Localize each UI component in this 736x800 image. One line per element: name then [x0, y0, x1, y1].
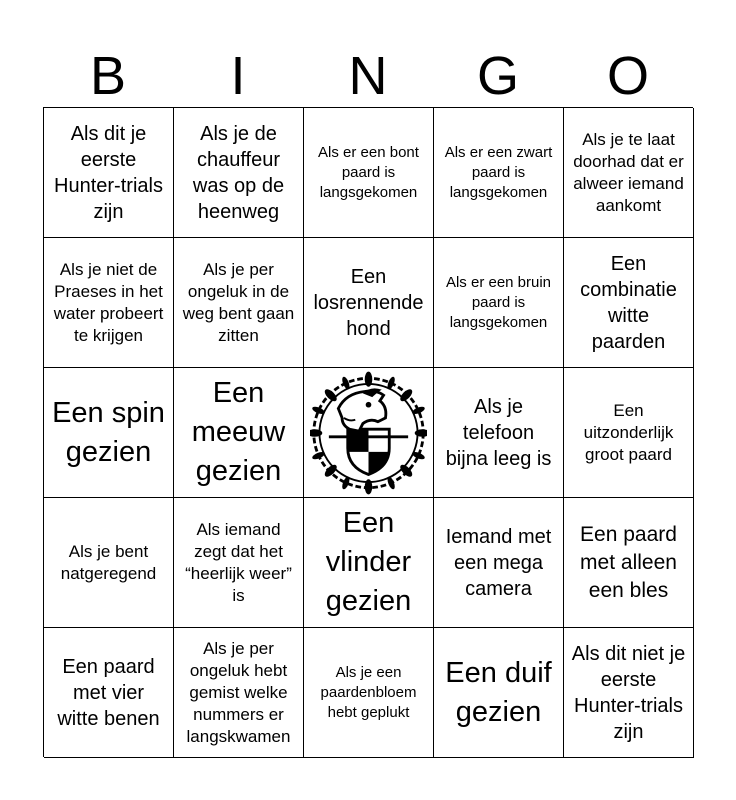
bingo-cell[interactable]: Als je een paardenbloem hebt geplukt: [304, 628, 434, 758]
bingo-cell[interactable]: Als je niet de Praeses in het water probeert te krijgen: [44, 238, 174, 368]
horse-head-wreath-icon: [310, 371, 427, 495]
bingo-cell[interactable]: Een paard met vier witte benen: [44, 628, 174, 758]
header-letter-b: B: [89, 46, 127, 106]
bingo-cell[interactable]: Als dit niet je eerste Hunter-trials zijn: [564, 628, 694, 758]
bingo-cell[interactable]: Als er een bruin paard is langsgekomen: [434, 238, 564, 368]
header-letter-i: I: [230, 46, 246, 106]
bingo-cell[interactable]: Als je per ongeluk hebt gemist welke nummers er langskwamen: [174, 628, 304, 758]
bingo-cell[interactable]: Als je de chauffeur was op de heenweg: [174, 108, 304, 238]
bingo-cell[interactable]: Als er een bont paard is langsgekomen: [304, 108, 434, 238]
bingo-cell[interactable]: Een combinatie witte paarden: [564, 238, 694, 368]
header-letter-n: N: [348, 46, 388, 106]
bingo-cell[interactable]: Als er een zwart paard is langsgekomen: [434, 108, 564, 238]
bingo-cell[interactable]: Iemand met een mega camera: [434, 498, 564, 628]
bingo-cell[interactable]: Als je per ongeluk in de weg bent gaan zitten: [174, 238, 304, 368]
bingo-cell[interactable]: Een meeuw gezien: [174, 368, 304, 498]
header-letter-g: G: [476, 46, 519, 106]
bingo-cell[interactable]: Een uitzonderlijk groot paard: [564, 368, 694, 498]
bingo-cell[interactable]: Een losrennende hond: [304, 238, 434, 368]
bingo-cell[interactable]: Als je te laat doorhad dat er alweer iemand aankomt: [564, 108, 694, 238]
bingo-cell[interactable]: Als iemand zegt dat het “heerlijk weer” is: [174, 498, 304, 628]
bingo-cell[interactable]: Een vlinder gezien: [304, 498, 434, 628]
bingo-cell[interactable]: Een spin gezien: [44, 368, 174, 498]
bingo-cell[interactable]: Een duif gezien: [434, 628, 564, 758]
free-space[interactable]: [304, 368, 434, 498]
bingo-header: [43, 46, 693, 106]
bingo-cell[interactable]: Als dit je eerste Hunter-trials zijn: [44, 108, 174, 238]
bingo-card: [43, 107, 693, 757]
bingo-cell[interactable]: Als je bent natgeregend: [44, 498, 174, 628]
bingo-cell[interactable]: Als je telefoon bijna leeg is: [434, 368, 564, 498]
bingo-cell[interactable]: Een paard met alleen een bles: [564, 498, 694, 628]
header-letter-o: O: [606, 46, 649, 106]
